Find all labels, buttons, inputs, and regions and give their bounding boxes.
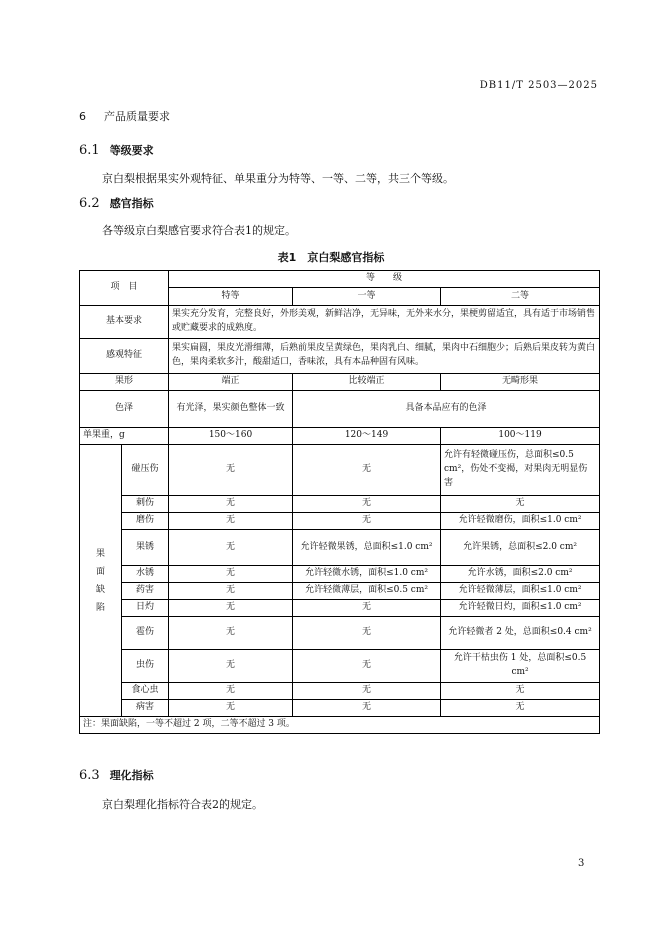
defect-row: [80, 445, 600, 496]
sensory-feature-text: 果实扁圆，果皮光滑细薄，后熟前果皮呈黄绿色，果肉乳白、细腻，果肉中石细胞少；后熟后果皮转为黄白色，果肉柔软多汁，酸甜适口，香味浓，具有本品种固有风味。: [169, 339, 600, 374]
table-cell: 允许干枯虫伤 1 处，总面积≤0.5 cm²: [441, 650, 600, 683]
table-cell: 允许轻微磨伤，面积≤1.0 cm²: [441, 513, 600, 530]
section-number: 6.3: [79, 768, 100, 783]
defect-row: [80, 513, 600, 530]
basic-requirement-text: 果实充分发育，完整良好，外形美观，新鲜洁净，无异味，无外来水分，果梗剪留适宜，具有适于市场销售或贮藏要求的成熟度。: [169, 306, 600, 339]
table-cell: 允许水锈，面积≤2.0 cm²: [441, 566, 600, 583]
table-cell: 无: [293, 513, 441, 530]
defect-name: 碰压伤: [122, 445, 169, 496]
defect-name: 食心虫: [122, 683, 169, 700]
row-label: 感观特征: [80, 339, 169, 374]
table-cell: 端正: [169, 374, 293, 391]
table-cell: 无: [169, 650, 293, 683]
section-6-heading: [79, 108, 170, 124]
header-grade: 等 级: [169, 271, 600, 288]
table-cell: 允许轻微薄层，面积≤0.5 cm²: [293, 583, 441, 600]
section-6-2-heading: [79, 195, 154, 211]
table-cell: 允许轻微果锈，总面积≤1.0 cm²: [293, 530, 441, 566]
section-number: 6.1: [79, 143, 100, 158]
defect-row: [80, 617, 600, 650]
defect-group-label-text: 果面缺陷: [95, 548, 105, 613]
table-cell: 允许有轻微碰压伤，总面积≤0.5 cm²，伤处不变褐，对果肉无明显伤害: [441, 445, 600, 496]
section-6-2-paragraph: 各等级京白梨感官要求符合表1的规定。: [102, 224, 296, 237]
defect-row: [80, 496, 600, 513]
defect-row: [80, 700, 600, 717]
table-cell: 无: [293, 445, 441, 496]
table-cell: 无: [293, 600, 441, 617]
section-title: 理化指标: [109, 769, 154, 782]
row-label: 色泽: [80, 391, 169, 428]
defect-row: [80, 566, 600, 583]
section-6-3-paragraph: 京白梨理化指标符合表2的规定。: [102, 798, 263, 811]
defect-row: [80, 650, 600, 683]
section-6-3-heading: [79, 767, 154, 783]
section-6-1-paragraph: 京白梨根据果实外观特征、单果重分为特等、一等、二等，共三个等级。: [102, 172, 454, 185]
table-cell: 允许果锈，总面积≤2.0 cm²: [441, 530, 600, 566]
header-item: 项 目: [80, 271, 169, 306]
table-cell: 无: [169, 583, 293, 600]
table-cell: 允许轻微日灼，面积≤1.0 cm²: [441, 600, 600, 617]
defect-name: 磨伤: [122, 513, 169, 530]
section-title: 感官指标: [109, 197, 154, 210]
table-cell: 无: [293, 496, 441, 513]
table-cell: 120～149: [293, 428, 441, 445]
defect-name: 药害: [122, 583, 169, 600]
section-6-1-heading: [79, 142, 154, 158]
header-grade-special: 特等: [169, 288, 293, 306]
table-cell: 无畸形果: [441, 374, 600, 391]
table-cell: 无: [169, 617, 293, 650]
defect-row: [80, 683, 600, 700]
section-title: 产品质量要求: [104, 110, 170, 123]
table-cell: 具备本品应有的色泽: [293, 391, 600, 428]
defect-name: 虫伤: [122, 650, 169, 683]
table-cell: 无: [441, 700, 600, 717]
row-label: 基本要求: [80, 306, 169, 339]
defect-group-label: [80, 445, 122, 717]
page-number: 3: [578, 858, 585, 869]
section-number: 6: [79, 110, 86, 123]
defect-row: [80, 530, 600, 566]
table-cell: 无: [169, 600, 293, 617]
table-cell: 允许轻微薄层，面积≤1.0 cm²: [441, 583, 600, 600]
table-cell: 无: [169, 496, 293, 513]
row-label: 单果重，g: [80, 428, 169, 445]
table-cell: 比较端正: [293, 374, 441, 391]
defect-row: [80, 600, 600, 617]
table-cell: 无: [441, 683, 600, 700]
defect-name: 病害: [122, 700, 169, 717]
defect-name: 水锈: [122, 566, 169, 583]
header-grade-second: 二等: [441, 288, 600, 306]
table-cell: 有光泽，果实颜色整体一致: [169, 391, 293, 428]
table-cell: 无: [441, 496, 600, 513]
table-1-caption: 表1 京白梨感官指标: [277, 251, 385, 264]
table-cell: 无: [293, 700, 441, 717]
defect-name: 日灼: [122, 600, 169, 617]
row-label: 果形: [80, 374, 169, 391]
section-title: 等级要求: [109, 144, 154, 157]
table-cell: 无: [293, 650, 441, 683]
table-cell: 无: [169, 683, 293, 700]
table-cell: 150～160: [169, 428, 293, 445]
table-cell: 无: [169, 530, 293, 566]
table-cell: 无: [293, 617, 441, 650]
defect-name: 果锈: [122, 530, 169, 566]
defect-name: 雹伤: [122, 617, 169, 650]
table-cell: 无: [169, 445, 293, 496]
table-cell: 无: [293, 683, 441, 700]
document-code: DB11/T 2503—2025: [479, 80, 598, 91]
table-cell: 允许轻微者 2 处，总面积≤0.4 cm²: [441, 617, 600, 650]
table-cell: 无: [169, 513, 293, 530]
table-cell: 允许轻微水锈，面积≤1.0 cm²: [293, 566, 441, 583]
sensory-index-table: [79, 270, 600, 734]
defect-row: [80, 583, 600, 600]
defect-name: 刺伤: [122, 496, 169, 513]
table-cell: 100～119: [441, 428, 600, 445]
table-cell: 无: [169, 700, 293, 717]
section-number: 6.2: [79, 196, 100, 211]
header-grade-first: 一等: [293, 288, 441, 306]
table-note: 注：果面缺陷，一等不超过 2 项，二等不超过 3 项。: [80, 717, 600, 734]
table-cell: 无: [169, 566, 293, 583]
